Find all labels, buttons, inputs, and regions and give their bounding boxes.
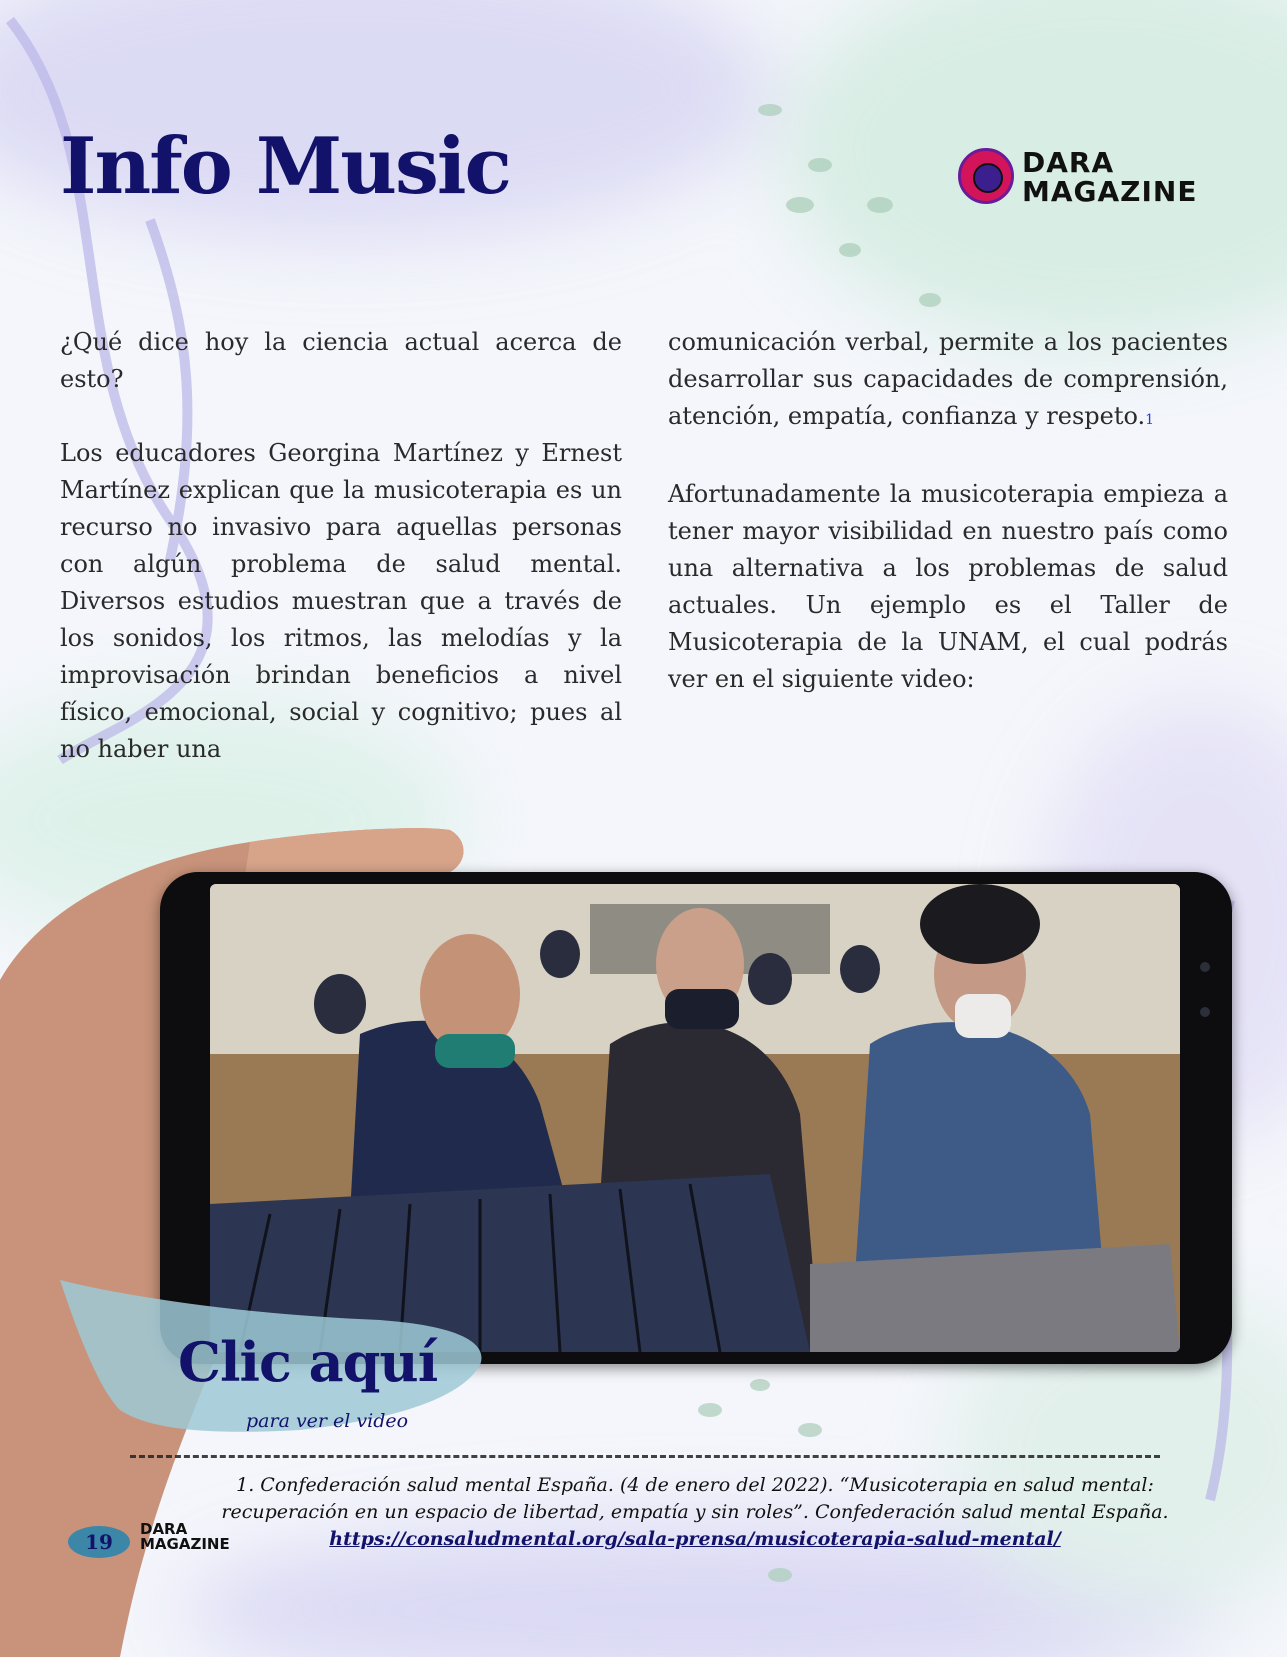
logo-line-1: DARA (1022, 146, 1115, 179)
footnote-reference[interactable]: 1 (1145, 412, 1155, 428)
article-column-left (60, 324, 622, 805)
paragraph-text: comunicación verbal, permite a los pacientes desarrollar sus capacidades de comprensión, atención, empatía, confianza y respeto. (668, 328, 1228, 430)
eye-emblem-icon (958, 148, 1014, 204)
page-number: 19 (68, 1526, 130, 1558)
cta-title[interactable]: Clic aquí (178, 1330, 438, 1394)
article-paragraph: Los educadores Georgina Martínez y Ernest Martínez explican que la musicoterapia es un recurso no invasivo para aquellas personas con algún problema de salud mental. Diversos estudios muestran que a través de los sonidos, los ritmos, las melodías y la improvisación brindan beneficios a nivel físico, emocional, social y cognitivo; pues al no haber una (60, 439, 622, 763)
footer-logo (140, 1522, 230, 1552)
logo-line-2: MAGAZINE (1022, 175, 1198, 208)
article-column-right (668, 324, 1228, 735)
cta-subtitle[interactable]: para ver el video (246, 1410, 409, 1432)
sensor-icon (1200, 1007, 1210, 1017)
footnote-line-1: 1. Confederación salud mental España. (4 de enero del 2022). “Musicoterapia en salud mental: (236, 1474, 1154, 1496)
footnote-line-2: recuperación en un espacio de libertad, empatía y sin roles”. Confederación salud mental España. (221, 1501, 1169, 1523)
article-question: ¿Qué dice hoy la ciencia actual acerca de esto? (60, 328, 622, 393)
footnote-link[interactable]: https://consaludmental.org/sala-prensa/musicoterapia-salud-mental/ (329, 1528, 1061, 1550)
article-paragraph-continued (668, 324, 1228, 439)
footer-logo-line-1: DARA (140, 1520, 188, 1538)
footnote (150, 1472, 1240, 1553)
article-paragraph: Afortunadamente la musicoterapia empieza a tener mayor visibilidad en nuestro país como una alternativa a los problemas de salud actuales. Un ejemplo es el Taller de Musicoterapia de la UNAM, el cual podrás ver en el siguiente video: (668, 480, 1228, 693)
dara-magazine-logo (958, 148, 1228, 210)
footer-logo-line-2: MAGAZINE (140, 1535, 230, 1553)
video-link-badge[interactable] (60, 1280, 500, 1440)
logo-wordmark (1022, 148, 1197, 206)
camera-icon (1200, 962, 1210, 972)
footnote-divider (130, 1455, 1160, 1460)
page-title: Info Music (60, 121, 511, 212)
